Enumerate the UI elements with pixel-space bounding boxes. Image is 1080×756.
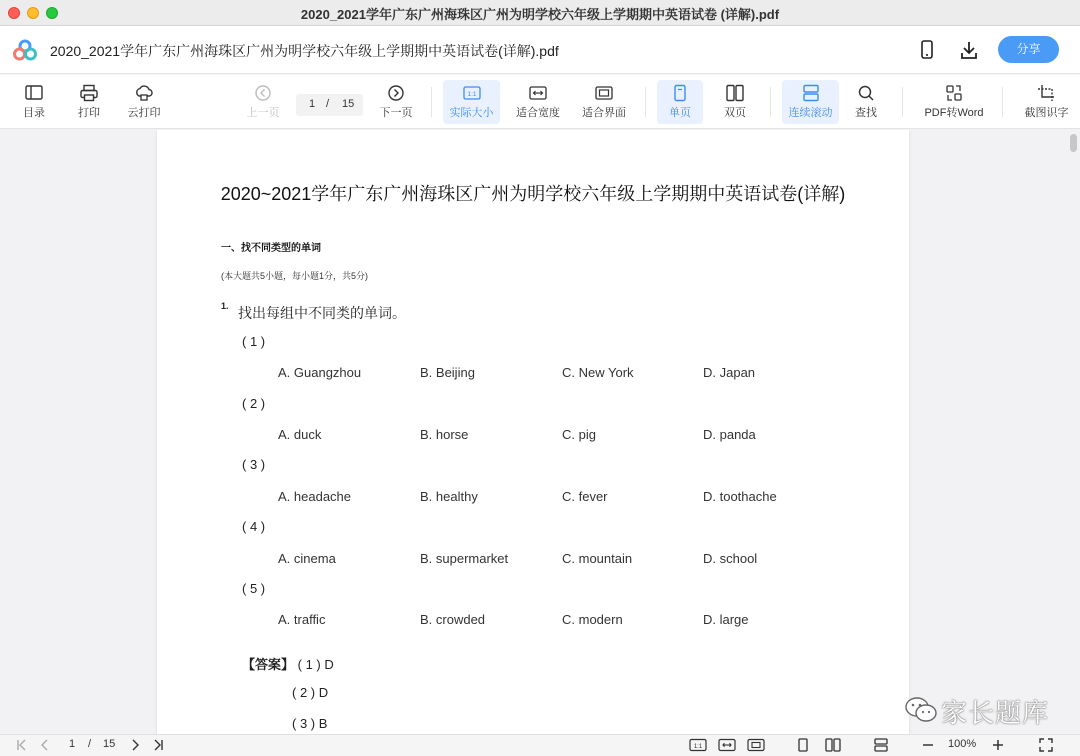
window-title: 2020_2021学年广东广州海珠区广州为明学校六年级上学期期中英语试卷 (详解).pdf — [300, 7, 780, 22]
option-b: B. Beijing — [420, 365, 475, 380]
toc-label: 目录 — [23, 107, 45, 119]
option-b: B. crowded — [420, 612, 486, 627]
item-number: ( 3 ) — [242, 457, 266, 472]
single-page-label: 单页 — [669, 107, 691, 119]
option-b: B. supermarket — [420, 551, 509, 566]
scrollbar-thumb[interactable] — [1070, 134, 1077, 152]
pdf-to-word-button[interactable] — [919, 80, 989, 124]
continuous-scroll-icon — [801, 84, 821, 102]
vertical-scrollbar[interactable] — [1068, 130, 1080, 734]
section-note: (本大题共5小题，每小题1分，共5分) — [221, 271, 369, 281]
fit-page-icon[interactable] — [747, 738, 765, 752]
option-d: D. Japan — [703, 365, 756, 380]
option-b: B. horse — [420, 427, 469, 442]
option-c: C. fever — [562, 489, 608, 504]
first-page-icon[interactable] — [16, 738, 28, 752]
convert-icon — [944, 84, 964, 102]
fit-page-label: 适合界面 — [582, 107, 626, 119]
toolbar-divider — [1002, 87, 1003, 117]
option-a: A. Guangzhou — [278, 365, 362, 380]
chevron-right-icon[interactable] — [130, 738, 140, 752]
page-separator: / — [88, 738, 92, 750]
option-d: D. panda — [703, 427, 756, 442]
share-button[interactable]: 分享 — [998, 36, 1059, 63]
option-a: A. duck — [278, 427, 322, 442]
ocr-button[interactable] — [1019, 80, 1074, 124]
fit-width-label: 适合宽度 — [516, 107, 560, 119]
status-bar — [0, 734, 1080, 756]
next-page-button[interactable] — [375, 80, 417, 124]
toolbar-divider — [770, 87, 771, 117]
toolbar-divider — [431, 87, 432, 117]
double-page-label: 双页 — [724, 107, 746, 119]
answer-line: ( 2 ) D — [292, 685, 329, 700]
fullscreen-icon[interactable] — [1039, 738, 1053, 752]
option-a: A. traffic — [278, 612, 326, 627]
print-button[interactable] — [69, 80, 109, 124]
fit-page-icon — [594, 84, 614, 102]
cloud-print-label: 云打印 — [127, 107, 161, 119]
option-c: C. mountain — [562, 551, 633, 566]
search-icon — [856, 84, 876, 102]
toolbar — [0, 75, 1080, 129]
zoom-level: 100% — [948, 738, 977, 750]
page-number-input[interactable] — [296, 94, 363, 116]
printer-icon — [79, 84, 99, 102]
document-viewport[interactable] — [0, 130, 1080, 734]
prev-page-label: 上一页 — [246, 107, 280, 119]
download-icon[interactable] — [958, 39, 980, 61]
option-d: D. school — [703, 551, 758, 566]
app-logo-icon — [13, 39, 37, 61]
option-b: B. healthy — [420, 489, 478, 504]
wechat-logo-icon — [903, 694, 939, 726]
section-heading: 一、找不同类型的单词 — [221, 243, 321, 254]
find-button[interactable] — [846, 80, 886, 124]
watermark-text: 家长题库 — [941, 699, 1050, 729]
double-page-icon[interactable] — [824, 738, 842, 752]
next-page-label: 下一页 — [379, 107, 413, 119]
fit-width-button[interactable] — [511, 80, 565, 124]
window-title-bar — [0, 0, 1080, 26]
option-c: C. pig — [562, 427, 596, 442]
single-page-icon — [670, 84, 690, 102]
continuous-scroll-label: 连续滚动 — [788, 107, 833, 119]
option-d: D. large — [703, 612, 749, 627]
answer-block — [242, 654, 334, 673]
chevron-right-icon — [386, 84, 406, 102]
pdf-to-word-label: PDF转Word — [924, 107, 984, 119]
option-a: A. cinema — [278, 551, 336, 566]
answer-label: 【答案】 — [242, 657, 295, 672]
question-text: 找出每组中不同类的单词。 — [238, 305, 406, 321]
item-number: ( 5 ) — [242, 581, 266, 596]
actual-size-glyph: 1:1 — [693, 744, 703, 750]
app-header — [0, 26, 1080, 74]
total-pages: 15 — [342, 98, 355, 110]
actual-size-button[interactable] — [443, 80, 500, 124]
double-page-button[interactable] — [714, 80, 756, 124]
actual-size-icon — [462, 84, 482, 102]
single-page-icon[interactable] — [796, 738, 810, 752]
total-pages: 15 — [103, 738, 116, 750]
actual-size-label: 实际大小 — [449, 107, 494, 119]
continuous-scroll-icon[interactable] — [873, 738, 889, 752]
cloud-print-icon — [134, 84, 154, 102]
toc-icon — [24, 84, 44, 102]
fit-width-icon — [528, 84, 548, 102]
option-c: C. New York — [562, 365, 634, 380]
toolbar-divider — [902, 87, 903, 117]
item-number: ( 4 ) — [242, 519, 266, 534]
find-label: 查找 — [855, 107, 877, 119]
current-page: 1 — [69, 738, 76, 750]
continuous-scroll-button[interactable] — [782, 80, 839, 124]
current-page: 1 — [309, 98, 316, 110]
chevron-left-icon — [253, 84, 273, 102]
page-separator: / — [326, 98, 330, 110]
fit-page-button[interactable] — [577, 80, 631, 124]
single-page-button[interactable] — [657, 80, 703, 124]
watermark — [903, 690, 1053, 730]
zoom-out-icon[interactable] — [922, 738, 934, 752]
double-page-icon — [725, 84, 745, 102]
option-d: D. toothache — [703, 489, 777, 504]
answer-line: ( 3 ) B — [292, 716, 328, 731]
zoom-in-icon[interactable] — [992, 738, 1004, 752]
option-a: A. headache — [278, 489, 352, 504]
phone-icon[interactable] — [917, 39, 937, 61]
actual-size-icon[interactable] — [689, 738, 707, 752]
pdf-page — [157, 130, 909, 734]
toolbar-divider — [645, 87, 646, 117]
item-number: ( 1 ) — [242, 334, 266, 349]
exam-title: 2020~2021学年广东广州海珠区广州为明学校六年级上学期期中英语试卷(详解) — [220, 184, 846, 204]
last-page-icon[interactable] — [152, 738, 164, 752]
option-c: C. modern — [562, 612, 623, 627]
question-number: 1. — [221, 301, 229, 311]
actual-size-glyph: 1:1 — [466, 91, 477, 98]
prev-page-button[interactable] — [243, 80, 283, 124]
chevron-left-icon[interactable] — [40, 738, 50, 752]
answer-line: ( 1 ) D — [297, 657, 334, 672]
document-title: 2020_2021学年广东广州海珠区广州为明学校六年级上学期期中英语试卷(详解).pdf — [50, 43, 559, 59]
fit-width-icon[interactable] — [718, 738, 736, 752]
toc-button[interactable] — [14, 80, 54, 124]
item-number: ( 2 ) — [242, 396, 266, 411]
ocr-label: 截图识字 — [1024, 107, 1069, 119]
crop-icon — [1037, 84, 1057, 102]
print-label: 打印 — [78, 107, 100, 119]
cloud-print-button[interactable] — [120, 80, 168, 124]
